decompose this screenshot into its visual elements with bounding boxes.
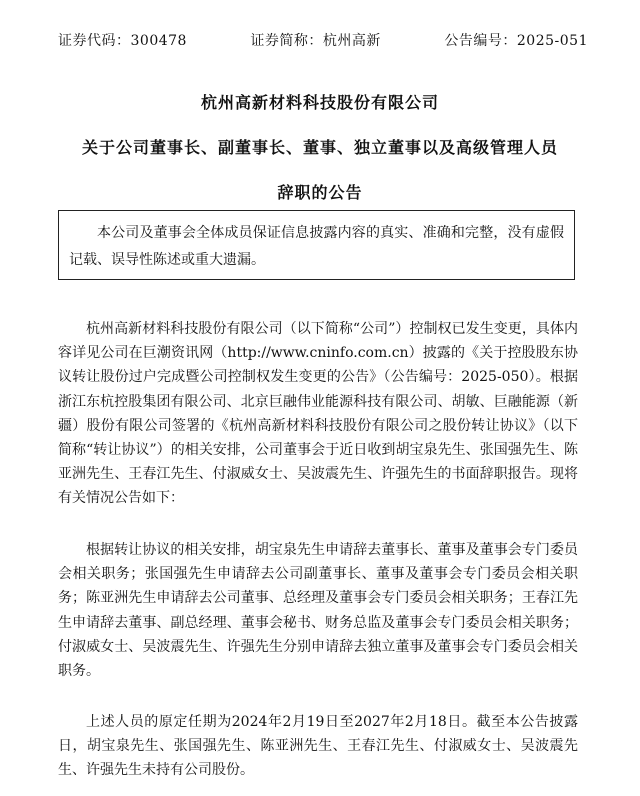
body-paragraph-resignations: 根据转让协议的相关安排，胡宝泉先生申请辞去董事长、董事及董事会专门委员会相关职务；张国强先生申请辞去公司副董事长、董事及董事会专门委员会相关职务；陈亚洲先生申请辞去公司董事、总经理及董事会专门委员会相关职务；王春江先生申请辞去董事、副总经理、董事会秘书、财务总监及董事会专门委员会相关职务；付淑威女士、吴波震先生、许强先生分别申请辞去独立董事及董事会专门委员会相关职务。 [58, 542, 578, 680]
document-header [58, 30, 588, 50]
stock-code: 证券代码：300478 [58, 33, 187, 49]
board-statement-box: 本公司及董事会全体成员保证信息披露内容的真实、准确和完整，没有虚假记载、误导性陈述或重大遗漏。 [58, 210, 575, 280]
notice-title-line-1: 关于公司董事长、副董事长、董事、独立董事以及高级管理人员 [81, 138, 558, 157]
stock-name: 证券简称：杭州高新 [250, 33, 381, 49]
notice-title-line-2: 辞职的公告 [277, 183, 363, 202]
notice-number: 公告编号：2025-051 [444, 33, 588, 49]
company-name: 杭州高新材料科技股份有限公司 [200, 93, 439, 112]
body-paragraph-control-change: 杭州高新材料科技股份有限公司（以下简称“公司”）控制权已发生变更，具体内容详见公司在巨潮资讯网（http://www.cninfo.com.cn）披露的《关于控股股东协议转让股份过户完成暨公司控制权发生变更的公告》（公告编号：2025-050）。根据浙江东杭控股集团有限公司、北京巨融伟业能源科技有限公司、胡敏、巨融能源（新疆）股份有限公司签署的《杭州高新材料科技股份有限公司之股份转让协议》（以下简称“转让协议”）的相关安排，公司董事会于近日收到胡宝泉先生、张国强先生、陈亚洲先生、王春江先生、付淑威女士、吴波震先生、许强先生的书面辞职报告。现将有关情况公告如下： [58, 321, 578, 507]
body-paragraph-term-and-shares: 上述人员的原定任期为2024年2月19日至2027年2月18日。截至本公告披露日，胡宝泉先生、张国强先生、陈亚洲先生、王春江先生、付淑威女士、吴波震先生、许强先生未持有公司股份。 [58, 714, 578, 779]
